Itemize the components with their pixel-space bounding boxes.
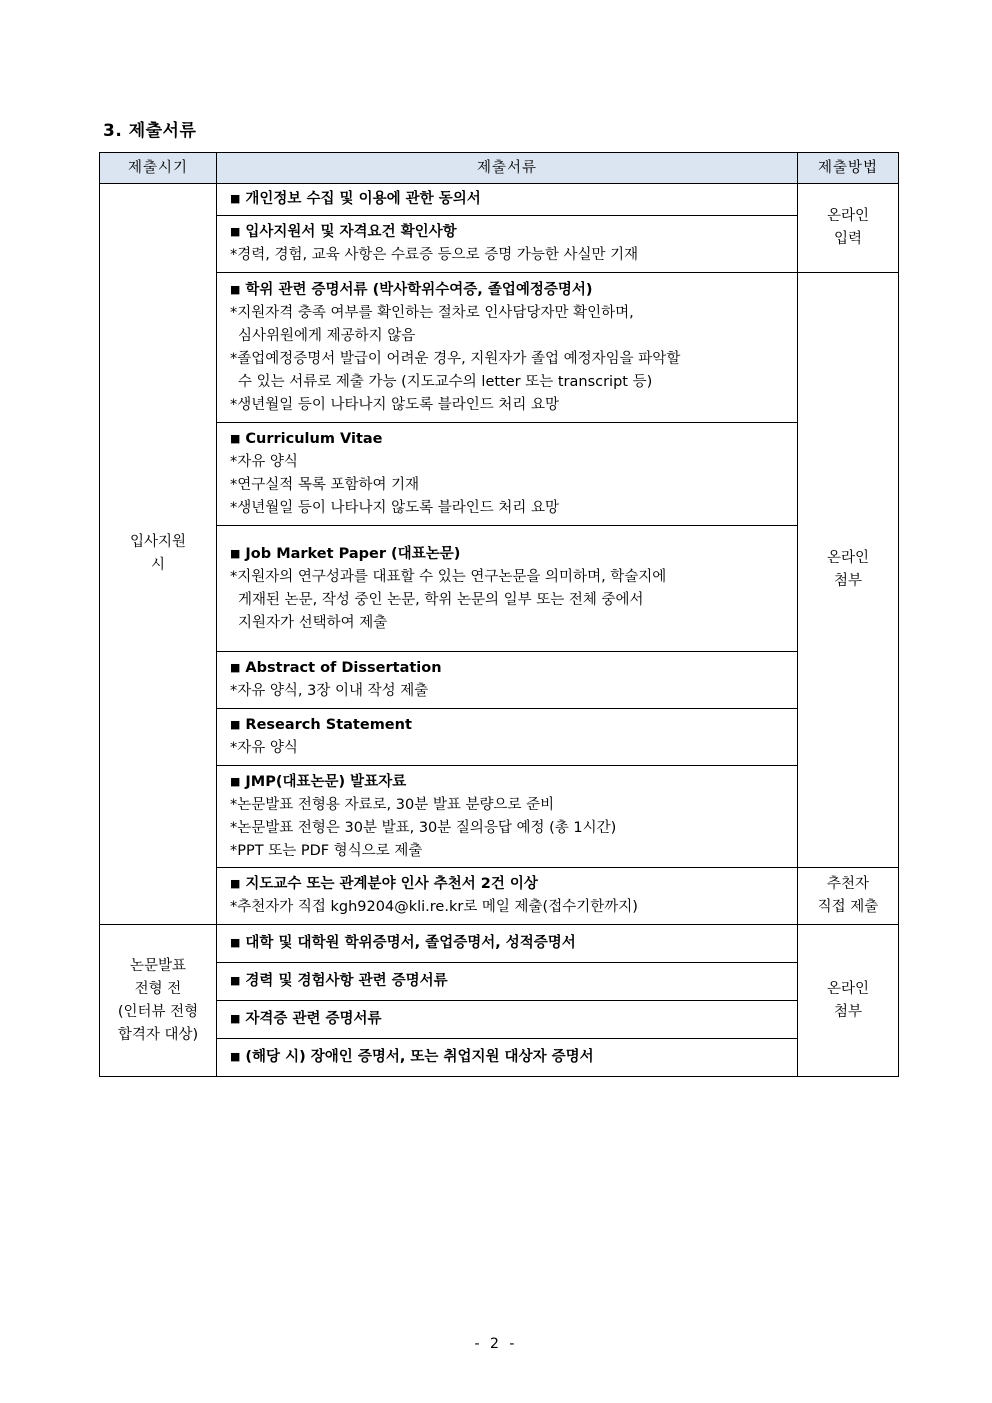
- doc-title: ■ 지도교수 또는 관계분야 인사 추천서 2건 이상: [230, 876, 538, 892]
- page-number: - 2 -: [474, 1336, 518, 1352]
- doc-note: *지원자격 충족 여부를 확인하는 절차로 인사담당자만 확인하며,: [230, 304, 634, 321]
- header-timing: 제출시기: [100, 153, 217, 184]
- doc-title: ■ Research Statement: [230, 717, 412, 733]
- doc-title: ■ 대학 및 대학원 학위증명서, 졸업증명서, 성적증명서: [230, 935, 576, 951]
- section-title: 3. 제출서류: [103, 121, 197, 141]
- doc-cell: [217, 925, 798, 963]
- doc-note: *PPT 또는 PDF 형식으로 제출: [230, 842, 423, 859]
- submission-documents-table: [99, 152, 899, 1077]
- bullet-icon: ■: [230, 936, 241, 949]
- method-online-input-cell: [798, 184, 899, 273]
- doc-note: 게재된 논문, 작성 중인 논문, 학위 논문의 일부 또는 전체 중에서: [238, 591, 644, 608]
- doc-note: *자유 양식, 3장 이내 작성 제출: [230, 683, 429, 699]
- timing-apply-cell: [100, 184, 217, 925]
- table-row: [100, 709, 899, 766]
- bullet-icon: ■: [230, 718, 241, 731]
- bullet-icon: ■: [230, 192, 241, 205]
- doc-cell: [217, 1001, 798, 1039]
- doc-cell: [217, 526, 798, 652]
- bullet-icon: ■: [230, 432, 241, 445]
- doc-title: ■ Curriculum Vitae: [230, 431, 383, 447]
- doc-note: *논문발표 전형용 자료로, 30분 발표 분량으로 준비: [230, 796, 555, 813]
- doc-title: ■ Job Market Paper (대표논문): [230, 545, 461, 562]
- doc-cell: [217, 868, 798, 925]
- table-row: [100, 526, 899, 652]
- doc-note: *논문발표 전형은 30분 발표, 30분 질의응답 예정 (총 1시간): [230, 819, 617, 836]
- table-row: [100, 216, 899, 273]
- doc-note: 지원자가 선택하여 제출: [238, 614, 388, 631]
- doc-title: ■ 학위 관련 증명서류 (박사학위수여증, 졸업예정증명서): [230, 281, 593, 298]
- doc-title: ■ 입사지원서 및 자격요건 확인사항: [230, 224, 457, 240]
- timing-pre: 논문발표 전형 전 (인터뷰 전형 합격자 대상): [117, 957, 199, 1043]
- doc-title: ■ JMP(대표논문) 발표자료: [230, 773, 407, 790]
- header-documents: 제출서류: [217, 153, 798, 184]
- doc-title: ■ 경력 및 경험사항 관련 증명서류: [230, 973, 448, 989]
- table-row: [100, 868, 899, 925]
- method-online-attach: 온라인 첨부: [826, 550, 870, 589]
- method-online-attach-cell: [798, 273, 899, 868]
- doc-cell: [217, 184, 798, 216]
- doc-cell: [217, 963, 798, 1001]
- doc-note: *연구실적 목록 포함하여 기재: [230, 477, 420, 493]
- doc-note: *추천자가 직접 kgh9204@kli.re.kr로 메일 제출(접수기한까지): [230, 899, 638, 915]
- table-row: [100, 423, 899, 526]
- doc-note: *자유 양식: [230, 454, 298, 470]
- doc-cell: [217, 766, 798, 868]
- bullet-icon: ■: [230, 1012, 241, 1025]
- bullet-icon: ■: [230, 661, 241, 674]
- doc-cell: [217, 1039, 798, 1077]
- method-online-attach-2: 온라인 첨부: [826, 980, 870, 1020]
- doc-note: *생년월일 등이 나타나지 않도록 블라인드 처리 요망: [230, 396, 560, 413]
- bullet-icon: ■: [230, 774, 241, 788]
- table-row: [100, 925, 899, 963]
- bullet-icon: ■: [230, 546, 241, 560]
- table-row: [100, 1001, 899, 1039]
- timing-pre-cell: [100, 925, 217, 1077]
- bullet-icon: ■: [230, 225, 241, 238]
- doc-cell: [217, 652, 798, 709]
- bullet-icon: ■: [230, 974, 241, 987]
- timing-apply: 입사지원 시: [129, 534, 187, 573]
- doc-title: ■ 개인정보 수집 및 이용에 관한 동의서: [230, 191, 481, 207]
- doc-title: ■ (해당 시) 장애인 증명서, 또는 취업지원 대상자 증명서: [230, 1049, 594, 1065]
- doc-note: 수 있는 서류로 제출 가능 (지도교수의 letter 또는 transcript 등): [238, 373, 653, 390]
- method-recommender-cell: [798, 868, 899, 925]
- doc-note: 심사위원에게 제공하지 않음: [238, 327, 416, 344]
- doc-cell: [217, 273, 798, 423]
- header-method: 제출방법: [798, 153, 899, 184]
- table-row: [100, 184, 899, 216]
- table-row: [100, 273, 899, 423]
- table-row: [100, 1039, 899, 1077]
- doc-cell: [217, 423, 798, 526]
- doc-cell: [217, 709, 798, 766]
- method-recommender: 추천자 직접 제출: [817, 876, 879, 915]
- doc-note: *생년월일 등이 나타나지 않도록 블라인드 처리 요망: [230, 500, 560, 516]
- method-online-attach-2-cell: [798, 925, 899, 1077]
- doc-note: *졸업예정증명서 발급이 어려운 경우, 지원자가 졸업 예정자임을 파악할: [230, 350, 681, 367]
- bullet-icon: ■: [230, 877, 241, 890]
- doc-note: *지원자의 연구성과를 대표할 수 있는 연구논문을 의미하며, 학술지에: [230, 568, 667, 585]
- doc-note: *경력, 경험, 교육 사항은 수료증 등으로 증명 가능한 사실만 기재: [230, 247, 639, 263]
- doc-note: *자유 양식: [230, 740, 298, 756]
- doc-title: ■ Abstract of Dissertation: [230, 660, 442, 676]
- table-row: [100, 652, 899, 709]
- doc-cell: [217, 216, 798, 273]
- bullet-icon: ■: [230, 1050, 241, 1063]
- method-online-input: 온라인 입력: [826, 208, 870, 247]
- table-row: [100, 766, 899, 868]
- table-row: [100, 963, 899, 1001]
- bullet-icon: ■: [230, 282, 241, 296]
- table-header-row: [100, 153, 899, 184]
- doc-title: ■ 자격증 관련 증명서류: [230, 1011, 382, 1027]
